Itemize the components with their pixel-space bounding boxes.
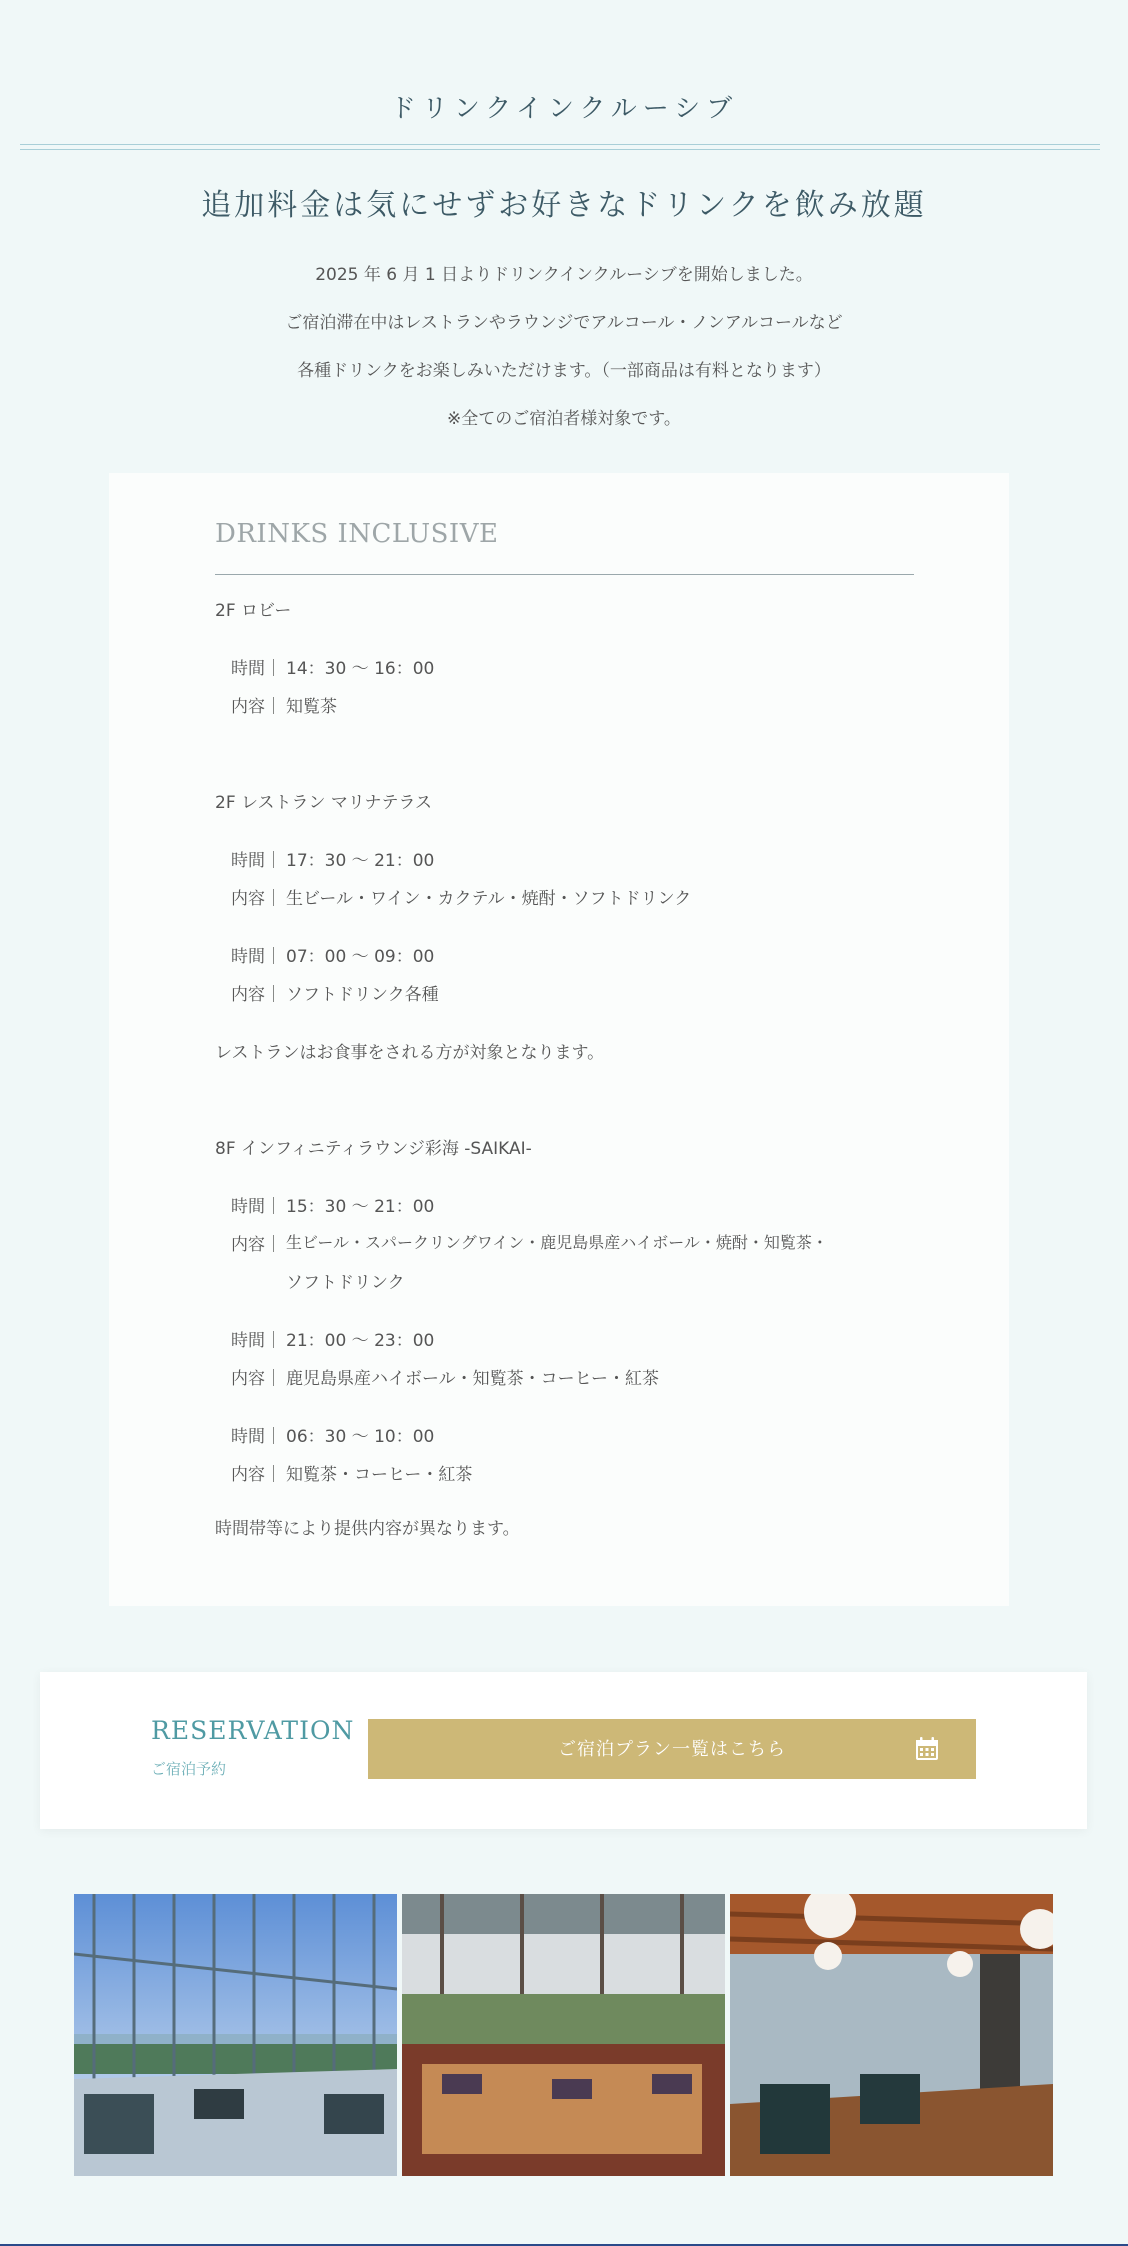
intro-line: 2025 年 6 月 1 日よりドリンクインクルーシブを開始しました。 xyxy=(315,265,813,285)
drinks-heading-rule xyxy=(215,574,914,575)
drinks-inclusive-panel xyxy=(109,473,1009,1606)
time-label: 時間｜ xyxy=(231,947,282,967)
lobby-photo xyxy=(74,1894,397,2176)
time-value: 21：00 〜 23：00 xyxy=(286,1331,435,1351)
lounge-note: 時間帯等により提供内容が異なります。 xyxy=(215,1519,520,1539)
drinks-heading: DRINKS INCLUSIVE xyxy=(215,519,499,549)
content-label: 内容｜ xyxy=(231,985,282,1005)
content-value: ソフトドリンク各種 xyxy=(286,985,439,1005)
content-label: 内容｜ xyxy=(231,1369,282,1389)
title-rule xyxy=(20,149,1100,150)
time-value: 06：30 〜 10：00 xyxy=(286,1427,435,1447)
time-value: 15：30 〜 21：00 xyxy=(286,1197,435,1217)
venue-name-restaurant: 2F レストラン マリナテラス xyxy=(215,793,433,813)
plan-list-button[interactable] xyxy=(368,1719,976,1779)
content-value: 生ビール・スパークリングワイン・鹿児島県産ハイボール・焼酎・知覧茶・ xyxy=(286,1233,828,1252)
plan-list-button-label: ご宿泊プラン一覧はこちら xyxy=(558,1739,786,1759)
headline: 追加料金は気にせずお好きなドリンクを飲み放題 xyxy=(201,188,927,223)
page-title: ドリンクインクルーシブ xyxy=(389,94,739,124)
reservation-subtitle: ご宿泊予約 xyxy=(151,1760,227,1778)
time-value: 07：00 〜 09：00 xyxy=(286,947,435,967)
intro-line: ご宿泊滞在中はレストランやラウンジでアルコール・ノンアルコールなど xyxy=(285,313,843,333)
restaurant-photo xyxy=(402,1894,725,2176)
content-label: 内容｜ xyxy=(231,1465,282,1485)
content-value: 生ビール・ワイン・カクテル・焼酎・ソフトドリンク xyxy=(286,889,692,909)
content-value: 知覧茶・コーヒー・紅茶 xyxy=(286,1465,473,1485)
time-label: 時間｜ xyxy=(231,659,282,679)
reservation-panel xyxy=(40,1672,1087,1829)
intro-line: 各種ドリンクをお楽しみいただけます。（一部商品は有料となります） xyxy=(297,361,831,381)
content-value: 鹿児島県産ハイボール・知覧茶・コーヒー・紅茶 xyxy=(286,1369,659,1389)
time-label: 時間｜ xyxy=(231,851,282,871)
content-label: 内容｜ xyxy=(231,889,282,909)
reservation-title: RESERVATION xyxy=(151,1716,355,1745)
content-label: 内容｜ xyxy=(231,697,282,717)
venue-name-lobby: 2F ロビー xyxy=(215,601,292,621)
time-label: 時間｜ xyxy=(231,1197,282,1217)
content-value-continued: ソフトドリンク xyxy=(286,1273,405,1293)
venue-name-lounge: 8F インフィニティラウンジ彩海 -SAIKAI- xyxy=(215,1139,532,1159)
time-label: 時間｜ xyxy=(231,1331,282,1351)
lounge-photo xyxy=(730,1894,1053,2176)
content-label: 内容｜ xyxy=(231,1235,282,1255)
time-label: 時間｜ xyxy=(231,1427,282,1447)
content-value: 知覧茶 xyxy=(286,697,337,717)
title-rule xyxy=(20,144,1100,145)
time-value: 17：30 〜 21：00 xyxy=(286,851,435,871)
calendar-icon xyxy=(914,1736,940,1762)
intro-line: ※全てのご宿泊者様対象です。 xyxy=(447,409,681,429)
restaurant-note: レストランはお食事をされる方が対象となります。 xyxy=(215,1043,605,1063)
time-value: 14：30 〜 16：00 xyxy=(286,659,435,679)
